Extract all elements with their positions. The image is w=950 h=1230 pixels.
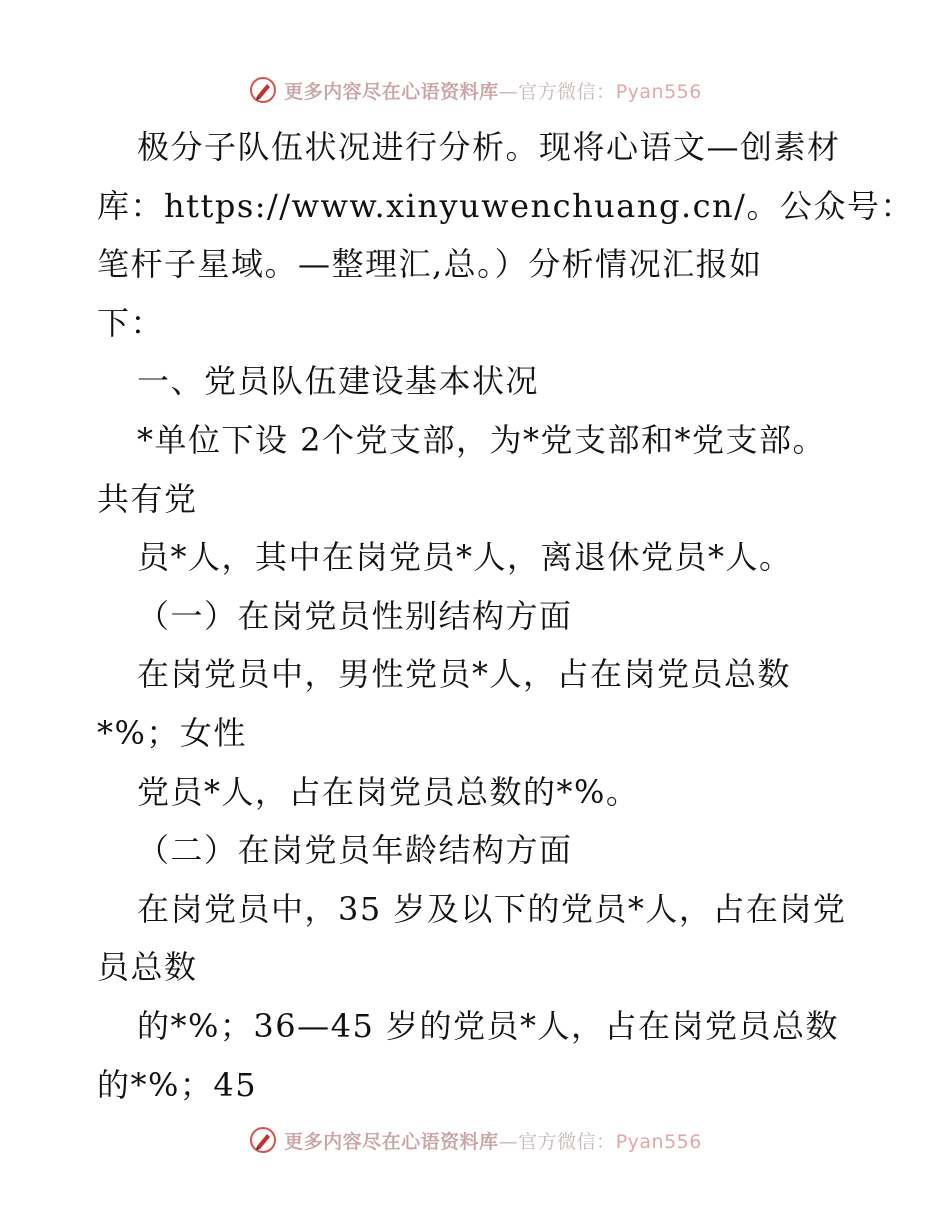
paragraph-line: *单位下设 2个党支部，为*党支部和*党支部。	[137, 420, 827, 459]
paragraph-line: （一）在岗党员性别结构方面	[137, 596, 573, 635]
paragraph-line: 员总数	[97, 948, 198, 987]
paragraph-line: 的*%；45	[97, 1065, 258, 1104]
watermark-text: 更多内容尽在心语资料库—官方微信：Pyan556	[284, 1130, 702, 1153]
paragraph-line: 的*%；36—45 岁的党员*人，占在岗党员总数	[137, 1006, 840, 1045]
paragraph-line: 共有党	[97, 479, 198, 518]
paragraph-line: 党员*人，占在岗党员总数的*%。	[137, 772, 640, 811]
pen-logo-icon	[248, 1125, 278, 1155]
paragraph-line: 下：	[97, 303, 165, 342]
footer-watermark	[0, 1120, 950, 1160]
paragraph-line: 在岗党员中，男性党员*人，占在岗党员总数	[137, 655, 792, 694]
paragraph-line: 极分子队伍状况进行分析。现将心语文—创素材	[137, 128, 841, 166]
paragraph-line: 笔杆子星域。—整理汇,总。）分析情况汇报如	[97, 245, 763, 284]
document-body	[97, 118, 914, 1114]
pen-logo-icon	[248, 75, 278, 105]
paragraph-line: 一、党员队伍建设基本状况	[137, 362, 540, 401]
paragraph-line: 库：https://www.xinyuwenchuang.cn/。公众号：	[97, 186, 914, 225]
paragraph-line: 员*人，其中在岗党员*人，离退休党员*人。	[137, 538, 793, 577]
watermark-text: 更多内容尽在心语资料库—官方微信：Pyan556	[284, 80, 702, 103]
header-watermark	[0, 70, 950, 110]
paragraph-line: *%；女性	[97, 713, 247, 752]
paragraph-line: 在岗党员中，35 岁及以下的党员*人，占在岗党	[137, 889, 847, 928]
paragraph-line: （二）在岗党员年龄结构方面	[137, 831, 573, 870]
